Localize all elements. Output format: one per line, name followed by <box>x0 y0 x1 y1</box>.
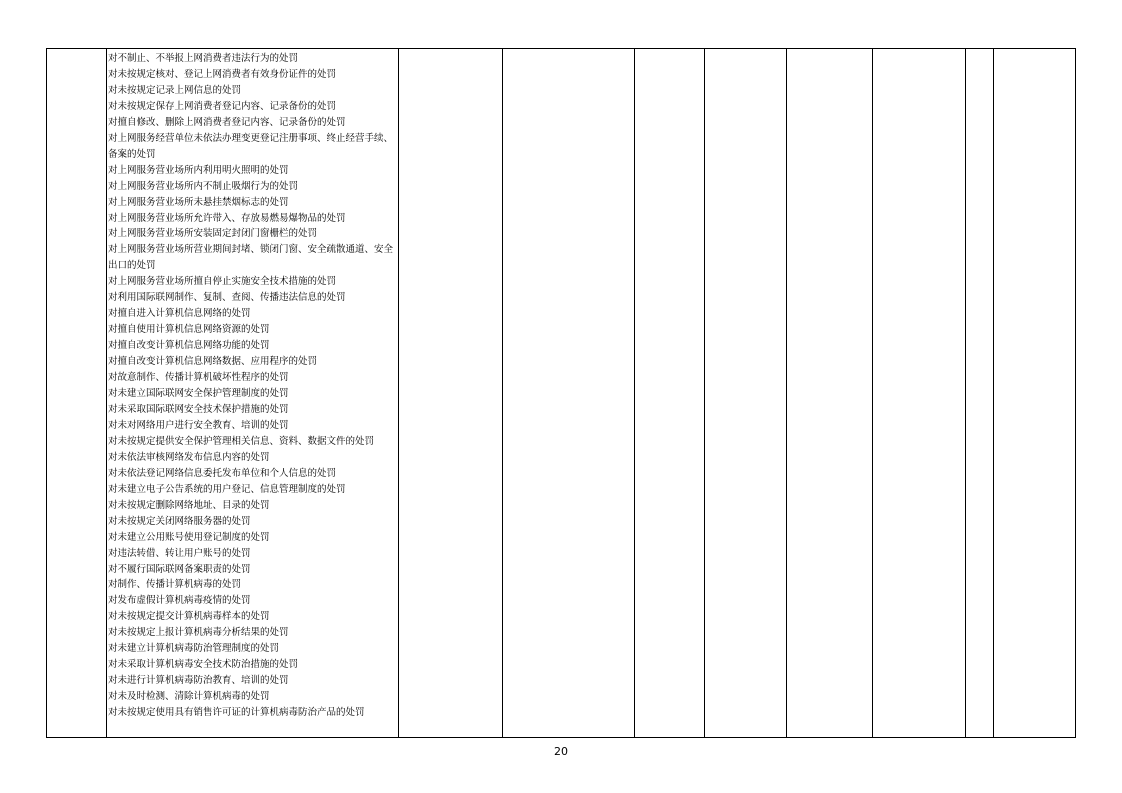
penalty-item: 对上网服务经营单位未依法办理变更登记注册事项、终止经营手续、备案的处罚 <box>108 132 394 160</box>
penalty-item: 对制作、传播计算机病毒的处罚 <box>108 579 242 591</box>
penalty-item: 对未按规定记录上网信息的处罚 <box>108 84 242 96</box>
penalty-item: 对上网服务营业场所内利用明火照明的处罚 <box>108 164 289 176</box>
penalty-item: 对未建立公用账号使用登记制度的处罚 <box>108 531 270 543</box>
column-divider <box>398 49 399 737</box>
penalty-item: 对未按规定上报计算机病毒分析结果的处罚 <box>108 627 289 639</box>
penalty-item: 对上网服务营业场所内不制止吸烟行为的处罚 <box>108 180 299 192</box>
column-divider <box>106 49 107 737</box>
penalty-item: 对未按规定核对、登记上网消费者有效身份证件的处罚 <box>108 68 337 80</box>
penalty-item: 对未按规定提供安全保护管理相关信息、资料、数据文件的处罚 <box>108 435 375 447</box>
penalty-item: 对未对网络用户进行安全教育、培训的处罚 <box>108 419 289 431</box>
penalty-item: 对未及时检测、清除计算机病毒的处罚 <box>108 691 270 703</box>
penalty-item: 对上网服务营业场所允许带入、存放易燃易爆物品的处罚 <box>108 212 346 224</box>
penalty-item: 对不履行国际联网备案职责的处罚 <box>108 563 251 575</box>
penalty-item: 对擅自使用计算机信息网络资源的处罚 <box>108 324 270 336</box>
penalty-item: 对擅自修改、删除上网消费者登记内容、记录备份的处罚 <box>108 116 346 128</box>
column-divider <box>634 49 635 737</box>
penalty-item: 对未依法审核网络发布信息内容的处罚 <box>108 451 270 463</box>
penalty-item: 对未按规定使用具有销售许可证的计算机病毒防治产品的处罚 <box>108 707 365 719</box>
column-divider <box>965 49 966 737</box>
penalty-item-list <box>108 51 398 721</box>
column-divider <box>872 49 873 737</box>
penalty-item: 对擅自改变计算机信息网络功能的处罚 <box>108 340 270 352</box>
penalty-item: 对未采取国际联网安全技术保护措施的处罚 <box>108 403 289 415</box>
penalty-item: 对未按规定提交计算机病毒样本的处罚 <box>108 611 270 623</box>
penalty-item: 对未按规定关闭网络服务器的处罚 <box>108 515 251 527</box>
penalty-item: 对上网服务营业场所安装固定封闭门窗栅栏的处罚 <box>108 228 318 240</box>
column-divider <box>993 49 994 737</box>
penalty-item: 对未按规定保存上网消费者登记内容、记录备份的处罚 <box>108 100 337 112</box>
penalty-item: 对利用国际联网制作、复制、查阅、传播违法信息的处罚 <box>108 292 346 304</box>
penalty-item: 对未建立电子公告系统的用户登记、信息管理制度的处罚 <box>108 483 346 495</box>
page-number: 20 <box>554 745 568 758</box>
penalty-item: 对未建立国际联网安全保护管理制度的处罚 <box>108 388 289 400</box>
penalty-item: 对不制止、不举报上网消费者违法行为的处罚 <box>108 53 299 64</box>
column-divider <box>786 49 787 737</box>
penalty-item: 对未建立计算机病毒防治管理制度的处罚 <box>108 643 280 655</box>
penalty-item: 对未依法登记网络信息委托发布单位和个人信息的处罚 <box>108 467 337 479</box>
penalty-item: 对上网服务营业场所营业期间封堵、锁闭门窗、安全疏散通道、安全出口的处罚 <box>108 244 394 272</box>
penalty-table <box>46 48 1076 738</box>
penalty-item: 对未采取计算机病毒安全技术防治措施的处罚 <box>108 659 299 671</box>
penalty-item: 对上网服务营业场所擅自停止实施安全技术措施的处罚 <box>108 276 337 288</box>
penalty-item: 对发布虚假计算机病毒疫情的处罚 <box>108 595 251 607</box>
penalty-item: 对擅自改变计算机信息网络数据、应用程序的处罚 <box>108 356 318 368</box>
penalty-item: 对擅自进入计算机信息网络的处罚 <box>108 308 251 320</box>
penalty-item: 对未进行计算机病毒防治教育、培训的处罚 <box>108 675 289 687</box>
penalty-item: 对上网服务营业场所未悬挂禁烟标志的处罚 <box>108 196 289 208</box>
penalty-item: 对故意制作、传播计算机破坏性程序的处罚 <box>108 372 289 384</box>
column-divider <box>704 49 705 737</box>
penalty-item: 对未按规定删除网络地址、目录的处罚 <box>108 499 270 511</box>
column-divider <box>502 49 503 737</box>
penalty-item: 对违法转借、转让用户账号的处罚 <box>108 547 251 559</box>
